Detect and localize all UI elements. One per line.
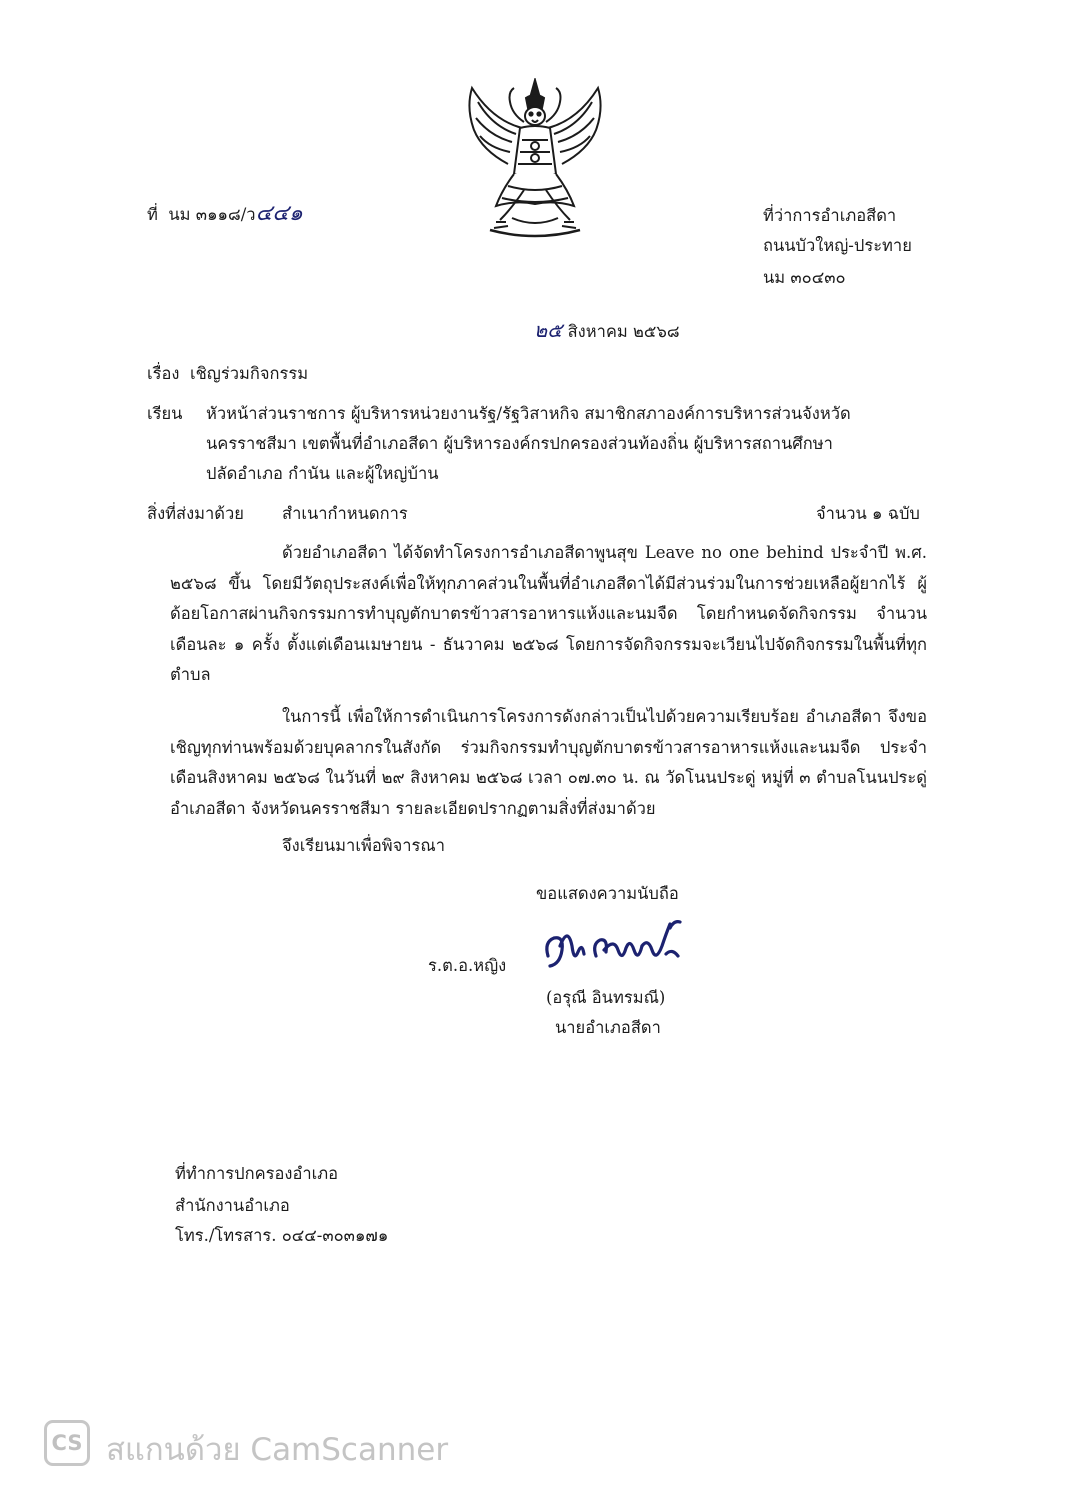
reference-number-handwritten: ๔๔๑	[255, 201, 303, 226]
enclosure-quantity: จำนวน ๑ ฉบับ	[816, 504, 920, 523]
enclosure-label: สิ่งที่ส่งมาด้วย	[147, 504, 244, 523]
recipient-label: เรียน	[147, 404, 183, 423]
enclosure-item: สำเนากำหนดการ	[282, 504, 408, 523]
body-paragraph-2: ในการนี้ เพื่อให้การดำเนินการโครงการดังกล่าวเป็นไปด้วยความเรียบร้อย อำเภอสีดา จึงขอเชิญทุกท่านพร้อมด้วยบุคลากรในสังกัด ร่วมกิจกรรมทำบุญตักบาตรข้าวสารอาหารแห้งและนมจืด ประจำเดือนสิงหาคม ๒๕๖๘ ในวันที่ ๒๙ สิงหาคม ๒๕๖๘ เวลา ๐๗.๓๐ น. ณ วัดโนนประดู่ หมู่ที่ ๓ ตำบลโนนประดู่ อำเภอสีดา จังหวัดนครราชสีมา รายละเอียดปรากฏตามสิ่งที่ส่งมาด้วย	[170, 707, 927, 818]
signer-rank: ร.ต.อ.หญิง	[428, 956, 507, 975]
closing-request: จึงเรียนมาเพื่อพิจารณา	[282, 836, 445, 855]
signer-position: นายอำเภอสีดา	[555, 1018, 661, 1037]
letter-date	[534, 318, 680, 344]
reference-prefix: นม ๓๑๑๘/ว	[168, 205, 256, 224]
document-reference	[147, 202, 303, 227]
recipient-line-1: หัวหน้าส่วนราชการ ผู้บริหารหน่วยงานรัฐ/รัฐวิสาหกิจ สมาชิกสภาองค์การบริหารส่วนจังหวัด	[206, 404, 851, 423]
footer-contact: โทร./โทรสาร. ๐๔๔-๓๐๓๑๗๑	[175, 1226, 389, 1245]
subject-line	[147, 362, 308, 386]
date-day-handwritten: ๒๕	[534, 318, 563, 342]
recipient-line-2: นครราชสีมา เขตพื้นที่อำเภอสีดา ผู้บริหารองค์กรปกครองส่วนท้องถิ่น ผู้บริหารสถานศึกษา	[206, 434, 833, 453]
subject-text: เชิญร่วมกิจกรรม	[189, 364, 309, 383]
handwritten-signature	[538, 916, 688, 976]
signer-name: (อรุณี อินทรมณี)	[546, 988, 666, 1007]
date-month-year: สิงหาคม ๒๕๖๘	[567, 322, 680, 341]
salutation: ขอแสดงความนับถือ	[536, 884, 679, 903]
camscanner-logo-icon: CS	[44, 1420, 90, 1466]
footer-line-2: สำนักงานอำเภอ	[175, 1196, 290, 1215]
camscanner-watermark-text: สแกนด้วย CamScanner	[106, 1432, 449, 1468]
subject-label: เรื่อง	[147, 364, 180, 383]
body-paragraph-1: ด้วยอำเภอสีดา ได้จัดทำโครงการอำเภอสีดาพูนสุข Leave no one behind ประจำปี พ.ศ. ๒๕๖๘ ขึ้น โดยมีวัตถุประสงค์เพื่อให้ทุกภาคส่วนในพื้นที่อำเภอสีดาได้มีส่วนร่วมในการช่วยเหลือผู้ยากไร้ ผู้ด้อยโอกาสผ่านกิจกรรมการทำบุญตักบาตรข้าวสารอาหารแห้งและนมจืด โดยกำหนดจัดกิจกรรม จำนวน เดือนละ ๑ ครั้ง ตั้งแต่เดือนเมษายน - ธันวาคม ๒๕๖๘ โดยการจัดกิจกรรมจะเวียนไปจัดกิจกรรมในพื้นที่ทุกตำบล	[170, 543, 927, 684]
recipient-line-3: ปลัดอำเภอ กำนัน และผู้ใหญ่บ้าน	[206, 464, 439, 483]
office-postcode: นม ๓๐๔๓๐	[763, 268, 846, 287]
office-address-line-1: ที่ว่าการอำเภอสีดา	[763, 206, 897, 225]
garuda-emblem-icon	[452, 78, 618, 244]
reference-label: ที่	[147, 205, 158, 224]
office-address-line-2: ถนนบัวใหญ่-ประทาย	[763, 236, 912, 255]
footer-line-1: ที่ทำการปกครองอำเภอ	[175, 1164, 339, 1183]
